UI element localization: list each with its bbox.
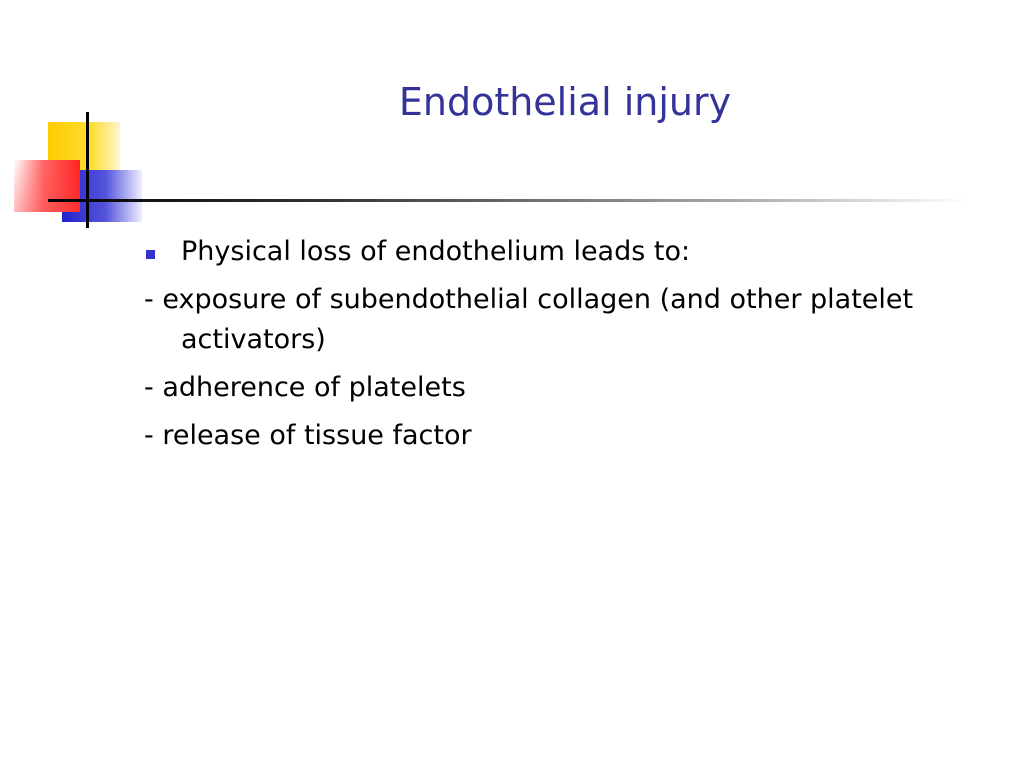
slide-body — [144, 232, 924, 464]
horizontal-rule — [48, 199, 968, 202]
list-item-tissue-factor: - release of tissue factor — [144, 420, 472, 451]
vertical-rule — [86, 112, 89, 228]
list-item-exposure: - exposure of subendothelial collagen (and other platelet activators) — [144, 284, 914, 355]
square-bullet-icon — [146, 250, 155, 259]
slide-title: Endothelial injury — [398, 80, 732, 124]
list-item-adherence: - adherence of platelets — [144, 372, 466, 403]
bullet-text: Physical loss of endothelium leads to: — [181, 236, 691, 267]
bullet-item — [144, 232, 924, 272]
